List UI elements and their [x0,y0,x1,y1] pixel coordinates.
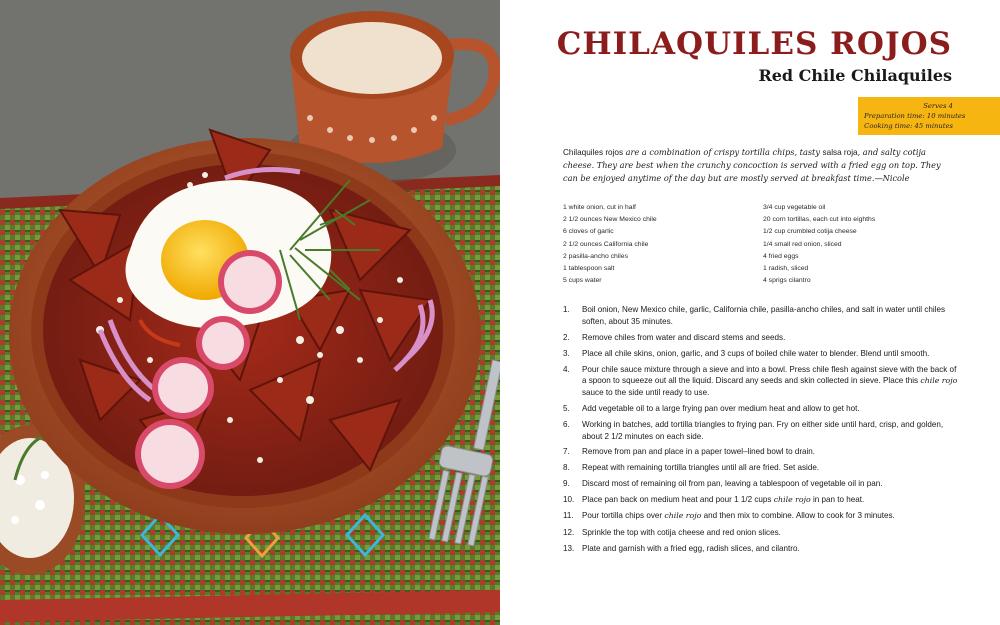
cook-time: Cooking time: 45 minutes [864,122,953,130]
step-text: Repeat with remaining tortilla triangles until all are fried. Set aside. [582,463,820,473]
step-text: Add vegetable oil to a large frying pan over medium heat and allow to get hot. [582,404,860,414]
ingredient-item: 2 1/2 ounces California chile [563,240,649,248]
ingredients-left-column [563,202,763,287]
instruction-step [563,403,958,415]
step-text-b: and then mix to combine. Allow to cook for 3 minutes. [701,511,895,521]
ingredients-list [563,202,953,287]
step-number: 11. [563,511,574,521]
ingredient-item: 2 pasilla-ancho chiles [563,252,628,260]
intro-text-b: , and salty cotija cheese. They are best when the crunchy concoction is served with a fried egg on top. They can be enjoyed anytime of the day but are mostly served at breakfast time. [563,147,941,184]
step-text [582,510,958,522]
step-text: Sprinkle the top with cotija cheese and red onion slices. [582,527,781,537]
ingredient-item: 1/2 cup crumbled cotija cheese [763,228,857,236]
ingredient-item: 1/4 small red onion, sliced [763,240,842,248]
ingredient-item: 2 1/2 ounces New Mexico chile [563,216,657,224]
step-text [582,494,958,506]
instruction-step [563,462,958,474]
instruction-step [563,364,958,399]
step-text [582,364,958,399]
step-number: 5. [563,404,570,414]
ingredient-item: 3/4 cup vegetable oil [763,204,826,211]
recipe-subtitle: Red Chile Chilaquiles [758,66,952,85]
servings: Serves 4 [923,102,953,110]
ingredient-item: 5 cups water [563,277,602,285]
step-number: 10. [563,495,575,505]
step-text: Boil onion, New Mexico chile, garlic, California chile, pasilla-ancho chiles, and salt in water until chiles soften, about 35 minutes. [582,305,946,326]
intro-dish-name: Chilaquiles rojos [563,148,624,157]
step-number: 7. [563,447,570,457]
ingredients-right-column [763,202,875,287]
instruction-step [563,510,958,522]
step-number: 3. [563,348,570,358]
instruction-step [563,527,958,539]
step-text-b: sauce to the side until ready to use. [582,388,710,398]
step-text-a: Pour chile sauce mixture through a sieve and into a bowl. Press chile flesh against sieve with the back of a spoon to squeeze out all the liquid. Discard any seeds and skin collected in sieve. Place this [582,364,957,386]
step-number: 2. [563,332,570,342]
instruction-step [563,494,958,506]
ingredient-item: 1 white onion, cut in half [563,204,636,211]
recipe-info-box [858,97,1000,135]
ingredient-item: 20 corn tortillas, each cut into eighths [763,216,876,224]
step-text-b: in pan to heat. [810,495,865,505]
ingredient-item: 4 sprigs cilantro [763,277,811,285]
instructions-list [563,304,958,559]
step-text: Working in batches, add tortilla triangles to frying pan. Fry on either side until hard, crisp, and golden, about 2 1/2 minutes on each side. [582,420,944,441]
prep-time: Preparation time: 10 minutes [864,112,966,120]
step-text: Place all chile skins, onion, garlic, and 3 cups of boiled chile water to blender. Blend until smooth. [582,348,930,358]
ingredient-item: 6 cloves of garlic [563,228,614,236]
step-text-em: chile rojo [773,495,811,505]
step-text-em: chile rojo [664,511,702,521]
step-number: 13. [563,543,575,553]
instruction-step [563,348,958,360]
ingredient-item: 4 fried eggs [763,252,799,260]
instruction-step [563,419,958,442]
recipe-title: CHILAQUILES ROJOS [556,26,952,62]
step-text-a: Pour tortilla chips over [582,511,665,521]
step-number: 6. [563,420,570,430]
ingredient-item: 1 radish, sliced [763,265,809,273]
instruction-step [563,446,958,458]
ingredient-item: 1 tablespoon salt [563,265,615,273]
recipe-page [500,0,1000,625]
intro-text-a: are a combination of crispy tortilla chips, tasty [623,147,823,157]
step-text: Discard most of remaining oil from pan, leaving a tablespoon of vegetable oil in pan. [582,479,883,489]
step-number: 9. [563,479,570,489]
step-number: 8. [563,463,570,473]
step-text-em: chile rojo [920,376,958,386]
instruction-step [563,543,958,555]
instruction-step [563,478,958,490]
step-number: 1. [563,305,570,314]
step-text: Remove chiles from water and discard stems and seeds. [582,332,786,342]
step-text: Remove from pan and place in a paper towel–lined bowl to drain. [582,447,816,457]
step-text-a: Place pan back on medium heat and pour 1 1/2 cups [582,495,774,505]
step-number: 4. [563,364,570,374]
step-number: 12. [563,527,575,537]
instruction-step [563,332,958,344]
step-text: Plate and garnish with a fried egg, radish slices, and cilantro. [582,543,800,553]
recipe-intro [563,146,948,186]
intro-author: —Nicole [874,173,910,184]
instruction-step [563,304,958,327]
intro-salsa: salsa roja [822,148,858,157]
